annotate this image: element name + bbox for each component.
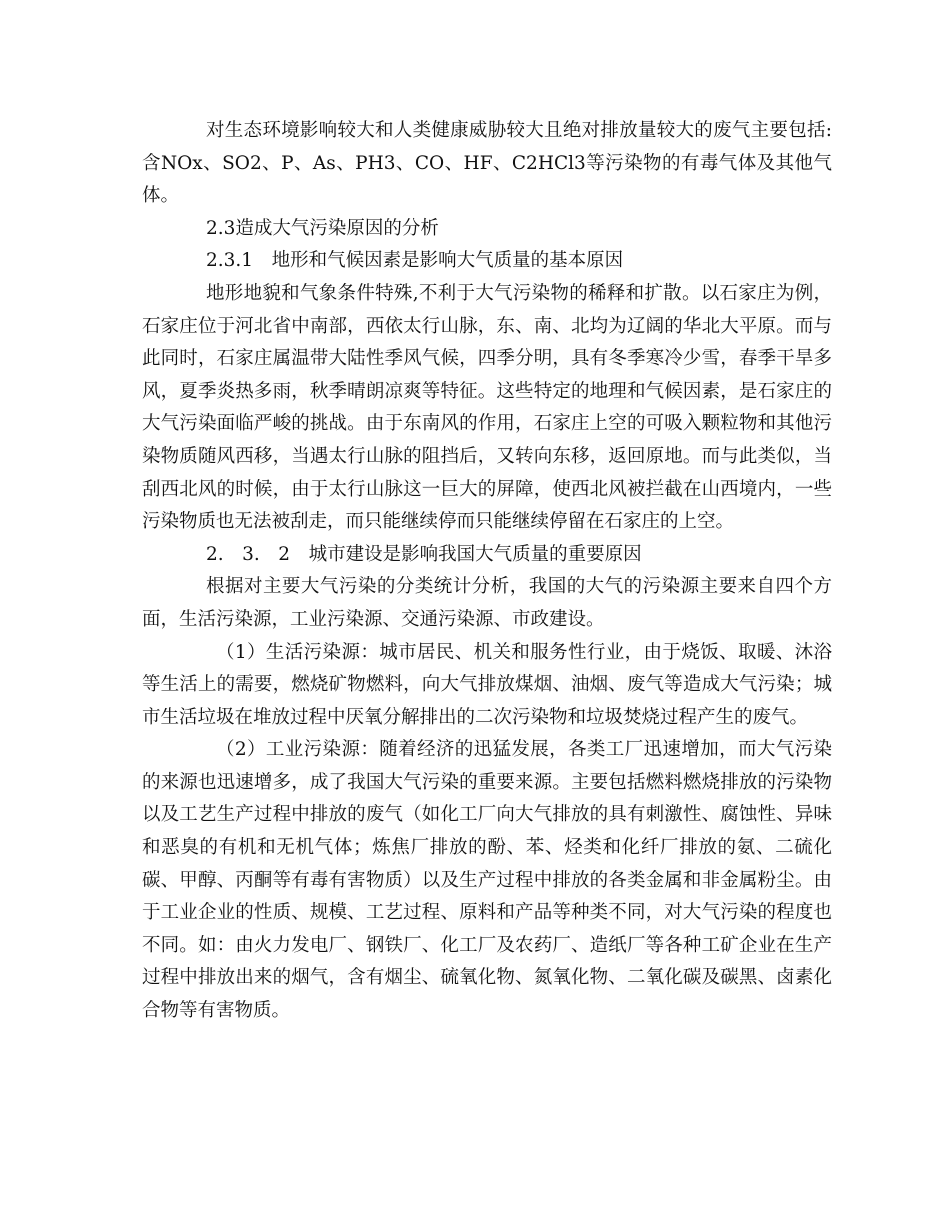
paragraph-industrial-sources: （2）工业污染源：随着经济的迅猛发展，各类工厂迅速增加，而大气污染的来源也迅速增多，成了我国大气污染的重要来源。主要包括燃料燃烧排放的污染物以及工艺生产过程中排放的废气（如化工厂向大气排放的具有刺激性、腐蚀性、异味和恶臭的有机和无机气体；炼焦厂排放的酚、苯、烃类和化纤厂排放的氨、二硫化碳、甲醇、丙酮等有毒有害物质）以及生产过程中排放的各类金属和非金属粉尘。由于工业企业的性质、规模、工艺过程、原料和产品等种类不同，对大气污染的程度也不同。如：由火力发电厂、钢铁厂、化工厂及农药厂、造纸厂等各种工矿企业在生产过程中排放出来的烟气，含有烟尘、硫氧化物、氮氧化物、二氧化碳及碳黑、卤素化合物等有害物质。 xyxy=(142,739,832,1022)
paragraph-terrain-climate: 地形地貌和气象条件特殊,不利于大气污染物的稀释和扩散。以石家庄为例，石家庄位于河北省中南部，西依太行山脉，东、南、北均为辽阔的华北大平原。而与此同时，石家庄属温带大陆性季风气候，四季分明，具有冬季寒冷少雪，春季干旱多风，夏季炎热多雨，秋季晴朗凉爽等特征。这些特定的地理和气候因素，是石家庄的大气污染面临严峻的挑战。由于东南风的作用，石家庄上空的可吸入颗粒物和其他污染物质随风西移，当遇太行山脉的阻挡后，又转向东移，返回原地。而与此类似，当刮西北风的时候，由于太行山脉这一巨大的屏障，使西北风被拦截在山西境内，一些污染物质也无法被刮走，而只能继续停而只能继续停留在石家庄的上空。 xyxy=(142,282,832,533)
section-heading-2-3-1: 2.3.1 地形和气候因素是影响大气质量的基本原因 xyxy=(206,250,624,272)
section-heading-2-3-2: 2. 3. 2 城市建设是影响我国大气质量的重要原因 xyxy=(206,543,642,565)
document-body xyxy=(142,115,832,1028)
paragraph-exhaust-gases: 对生态环境影响较大和人类健康威胁较大且绝对排放量较大的废气主要包括:含NOx、SO2、P、As、PH3、CO、HF、C2HCl3等污染物的有毒气体及其他气体。 xyxy=(142,120,832,207)
paragraph-domestic-sources: （1）生活污染源：城市居民、机关和服务性行业，由于烧饭、取暖、沐浴等生活上的需要，燃烧矿物燃料，向大气排放煤烟、油烟、废气等造成大气污染；城市生活垃圾在堆放过程中厌氧分解排出的二次污染物和垃圾焚烧过程产生的废气。 xyxy=(142,641,832,728)
paragraph-pollution-sources: 根据对主要大气污染的分类统计分析，我国的大气的污染源主要来自四个方面，生活污染源，工业污染源、交通污染源、市政建设。 xyxy=(142,576,832,630)
section-heading-2-3: 2.3造成大气污染原因的分析 xyxy=(206,217,439,239)
